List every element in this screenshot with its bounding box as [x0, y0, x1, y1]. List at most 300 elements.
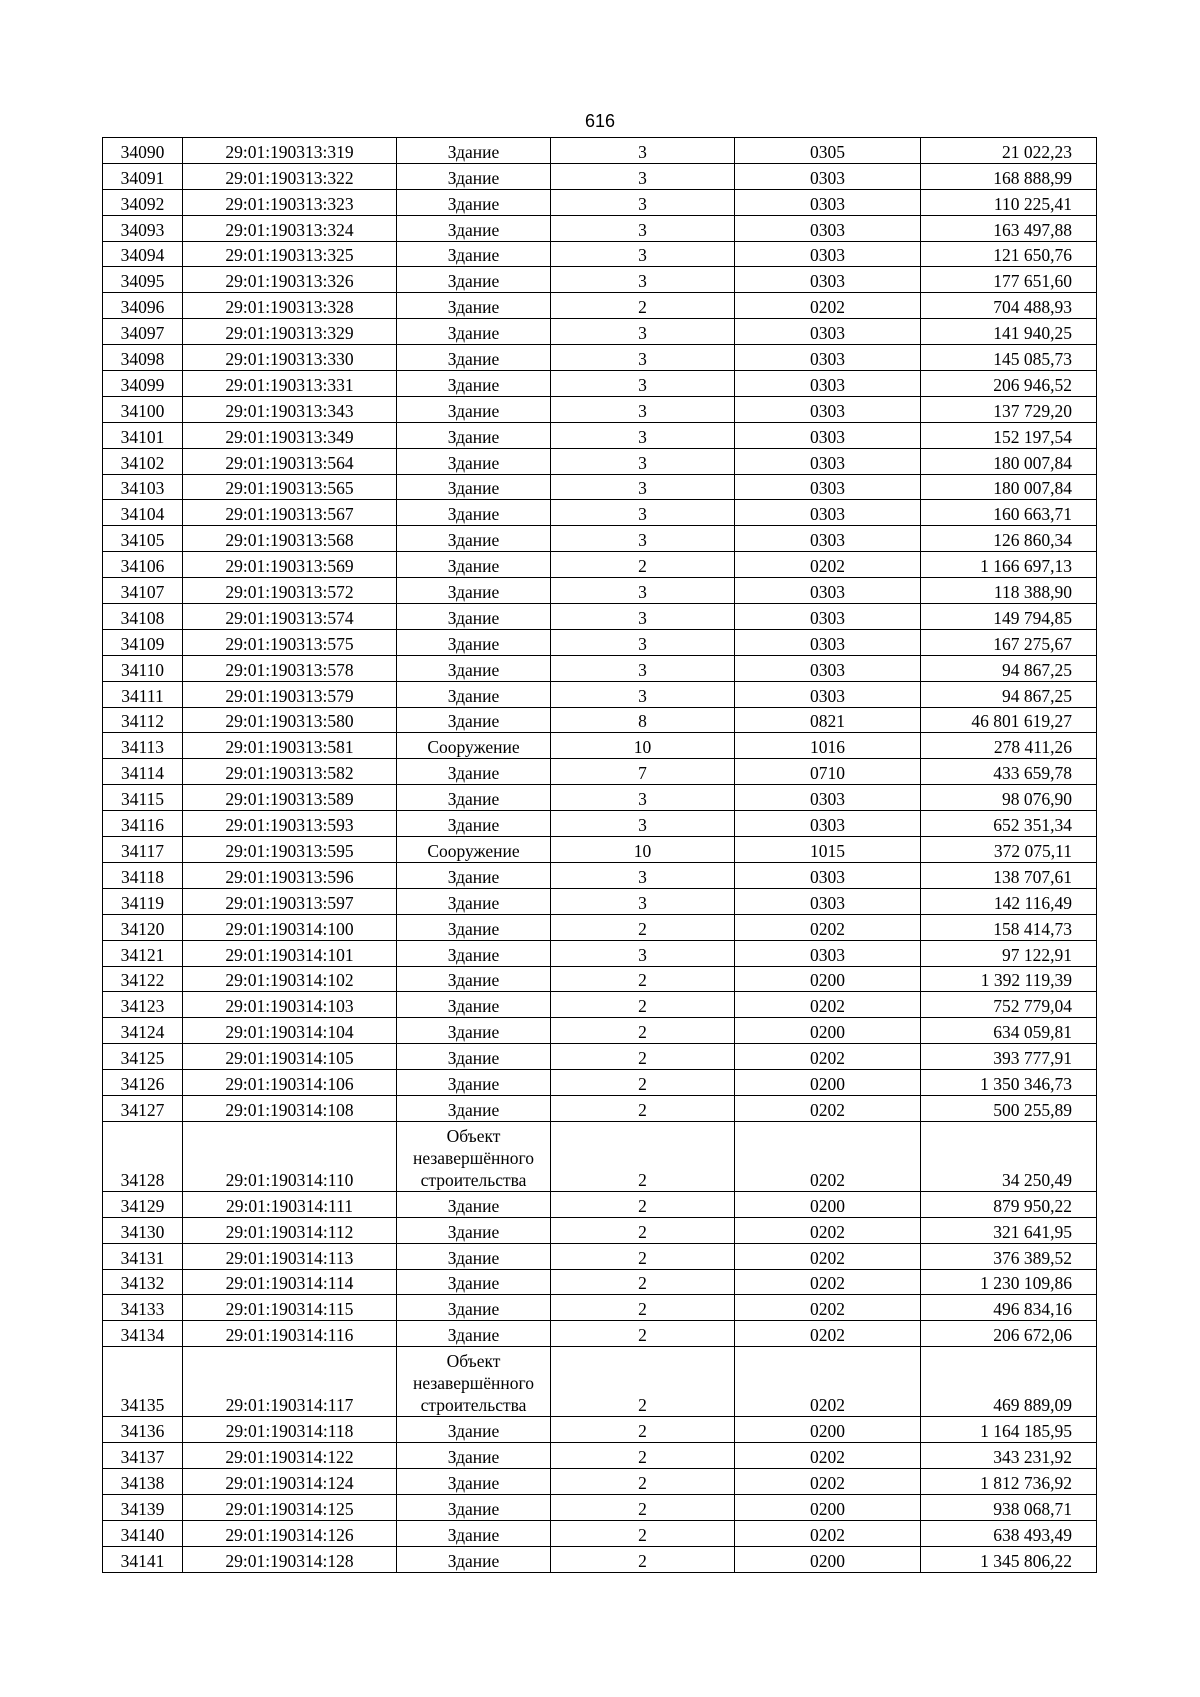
table-row [103, 1443, 1097, 1469]
cadastral-number-cell: 29:01:190313:575 [183, 629, 397, 655]
group-cell: 3 [551, 448, 735, 474]
subgroup-code-cell: 0303 [735, 681, 921, 707]
group-cell: 2 [551, 1191, 735, 1217]
group-cell: 3 [551, 241, 735, 267]
object-type-cell: Здание [397, 1018, 551, 1044]
group-cell: 2 [551, 1321, 735, 1347]
cadastral-number-cell: 29:01:190313:319 [183, 138, 397, 164]
object-type-cell: Здание [397, 1070, 551, 1096]
table-row [103, 1269, 1097, 1295]
object-type-cell: Здание [397, 992, 551, 1018]
table-row [103, 1191, 1097, 1217]
cadastral-number-cell: 29:01:190313:582 [183, 759, 397, 785]
cadastral-value-cell: 46 801 619,27 [921, 707, 1097, 733]
subgroup-code-cell: 0202 [735, 992, 921, 1018]
cadastral-number-cell: 29:01:190313:595 [183, 837, 397, 863]
cadastral-value-cell: 634 059,81 [921, 1018, 1097, 1044]
group-cell: 2 [551, 1546, 735, 1572]
cadastral-value-cell: 433 659,78 [921, 759, 1097, 785]
object-type-cell: Здание [397, 1243, 551, 1269]
group-cell: 3 [551, 163, 735, 189]
cadastral-number-cell: 29:01:190313:322 [183, 163, 397, 189]
row-number-cell: 34090 [103, 138, 183, 164]
row-number-cell: 34107 [103, 578, 183, 604]
cadastral-value-cell: 652 351,34 [921, 811, 1097, 837]
page-number: 616 [584, 111, 616, 131]
group-cell: 3 [551, 345, 735, 371]
row-number-cell: 34097 [103, 319, 183, 345]
table-row [103, 552, 1097, 578]
object-type-cell: Здание [397, 888, 551, 914]
subgroup-code-cell: 0303 [735, 448, 921, 474]
object-type-cell: Здание [397, 215, 551, 241]
table-row [103, 1468, 1097, 1494]
subgroup-code-cell: 0202 [735, 1269, 921, 1295]
group-cell: 3 [551, 371, 735, 397]
cadastral-value-cell: 94 867,25 [921, 655, 1097, 681]
object-type-cell: Здание [397, 759, 551, 785]
cadastral-number-cell: 29:01:190313:579 [183, 681, 397, 707]
table-row [103, 604, 1097, 630]
subgroup-code-cell: 0200 [735, 1546, 921, 1572]
row-number-cell: 34130 [103, 1217, 183, 1243]
table-row [103, 267, 1097, 293]
subgroup-code-cell: 0303 [735, 215, 921, 241]
table-row [103, 837, 1097, 863]
table-row [103, 1546, 1097, 1572]
object-type-cell: Здание [397, 1295, 551, 1321]
cadastral-number-cell: 29:01:190314:117 [183, 1347, 397, 1417]
cadastral-value-cell: 1 164 185,95 [921, 1417, 1097, 1443]
group-cell: 2 [551, 1494, 735, 1520]
group-cell: 3 [551, 629, 735, 655]
subgroup-code-cell: 0303 [735, 811, 921, 837]
table-row [103, 163, 1097, 189]
table-row [103, 215, 1097, 241]
subgroup-code-cell: 0821 [735, 707, 921, 733]
row-number-cell: 34128 [103, 1121, 183, 1191]
row-number-cell: 34111 [103, 681, 183, 707]
subgroup-code-cell: 0303 [735, 163, 921, 189]
row-number-cell: 34123 [103, 992, 183, 1018]
cadastral-value-cell: 278 411,26 [921, 733, 1097, 759]
cadastral-value-cell: 496 834,16 [921, 1295, 1097, 1321]
group-cell: 3 [551, 785, 735, 811]
cadastral-number-cell: 29:01:190313:331 [183, 371, 397, 397]
table-row [103, 655, 1097, 681]
table-row [103, 474, 1097, 500]
cadastral-value-cell: 1 345 806,22 [921, 1546, 1097, 1572]
subgroup-code-cell: 0303 [735, 319, 921, 345]
object-type-cell: Здание [397, 526, 551, 552]
object-type-cell: Здание [397, 319, 551, 345]
subgroup-code-cell: 0303 [735, 474, 921, 500]
row-number-cell: 34110 [103, 655, 183, 681]
cadastral-value-cell: 142 116,49 [921, 888, 1097, 914]
table-row [103, 1044, 1097, 1070]
group-cell: 3 [551, 655, 735, 681]
row-number-cell: 34140 [103, 1520, 183, 1546]
subgroup-code-cell: 0202 [735, 1044, 921, 1070]
cadastral-number-cell: 29:01:190314:114 [183, 1269, 397, 1295]
cadastral-number-cell: 29:01:190314:103 [183, 992, 397, 1018]
cadastral-value-cell: 118 388,90 [921, 578, 1097, 604]
group-cell: 2 [551, 1520, 735, 1546]
row-number-cell: 34106 [103, 552, 183, 578]
object-type-cell: Здание [397, 241, 551, 267]
cadastral-number-cell: 29:01:190313:596 [183, 862, 397, 888]
group-cell: 2 [551, 1468, 735, 1494]
group-cell: 2 [551, 1243, 735, 1269]
subgroup-code-cell: 0200 [735, 1417, 921, 1443]
row-number-cell: 34132 [103, 1269, 183, 1295]
subgroup-code-cell: 0303 [735, 345, 921, 371]
subgroup-code-cell: 0303 [735, 267, 921, 293]
subgroup-code-cell: 0200 [735, 1494, 921, 1520]
object-type-cell: Здание [397, 1191, 551, 1217]
cadastral-value-cell: 393 777,91 [921, 1044, 1097, 1070]
subgroup-code-cell: 0303 [735, 371, 921, 397]
group-cell: 2 [551, 1070, 735, 1096]
cadastral-number-cell: 29:01:190314:112 [183, 1217, 397, 1243]
group-cell: 2 [551, 1121, 735, 1191]
cadastral-value-cell: 938 068,71 [921, 1494, 1097, 1520]
subgroup-code-cell: 1015 [735, 837, 921, 863]
cadastral-value-cell: 1 812 736,92 [921, 1468, 1097, 1494]
cadastral-value-cell: 97 122,91 [921, 940, 1097, 966]
subgroup-code-cell: 0200 [735, 1191, 921, 1217]
table-row [103, 138, 1097, 164]
object-type-cell: Сооружение [397, 733, 551, 759]
cadastral-value-cell: 126 860,34 [921, 526, 1097, 552]
row-number-cell: 34109 [103, 629, 183, 655]
subgroup-code-cell: 0200 [735, 1018, 921, 1044]
subgroup-code-cell: 0303 [735, 396, 921, 422]
cadastral-number-cell: 29:01:190313:323 [183, 189, 397, 215]
subgroup-code-cell: 0303 [735, 526, 921, 552]
cadastral-number-cell: 29:01:190314:113 [183, 1243, 397, 1269]
object-type-cell: Здание [397, 1468, 551, 1494]
group-cell: 3 [551, 604, 735, 630]
object-type-cell: Здание [397, 1217, 551, 1243]
cadastral-value-cell: 879 950,22 [921, 1191, 1097, 1217]
group-cell: 3 [551, 189, 735, 215]
cadastral-value-cell: 138 707,61 [921, 862, 1097, 888]
table-row [103, 1217, 1097, 1243]
row-number-cell: 34139 [103, 1494, 183, 1520]
cadastral-number-cell: 29:01:190313:343 [183, 396, 397, 422]
group-cell: 3 [551, 526, 735, 552]
cadastral-value-cell: 206 946,52 [921, 371, 1097, 397]
object-type-cell: Здание [397, 1443, 551, 1469]
row-number-cell: 34138 [103, 1468, 183, 1494]
row-number-cell: 34136 [103, 1417, 183, 1443]
registry-table [102, 137, 1097, 1573]
cadastral-value-cell: 752 779,04 [921, 992, 1097, 1018]
group-cell: 3 [551, 138, 735, 164]
subgroup-code-cell: 0303 [735, 241, 921, 267]
row-number-cell: 34121 [103, 940, 183, 966]
object-type-cell: Здание [397, 1044, 551, 1070]
cadastral-value-cell: 141 940,25 [921, 319, 1097, 345]
cadastral-number-cell: 29:01:190313:565 [183, 474, 397, 500]
cadastral-number-cell: 29:01:190314:108 [183, 1095, 397, 1121]
table-row [103, 241, 1097, 267]
row-number-cell: 34099 [103, 371, 183, 397]
object-type-cell: Здание [397, 1417, 551, 1443]
row-number-cell: 34116 [103, 811, 183, 837]
row-number-cell: 34126 [103, 1070, 183, 1096]
row-number-cell: 34127 [103, 1095, 183, 1121]
cadastral-value-cell: 1 392 119,39 [921, 966, 1097, 992]
cadastral-number-cell: 29:01:190313:597 [183, 888, 397, 914]
table-row [103, 1520, 1097, 1546]
cadastral-value-cell: 163 497,88 [921, 215, 1097, 241]
table-row [103, 1347, 1097, 1417]
cadastral-number-cell: 29:01:190313:572 [183, 578, 397, 604]
object-type-cell: Здание [397, 629, 551, 655]
cadastral-number-cell: 29:01:190313:329 [183, 319, 397, 345]
subgroup-code-cell: 0202 [735, 1347, 921, 1417]
table-row [103, 733, 1097, 759]
cadastral-number-cell: 29:01:190314:125 [183, 1494, 397, 1520]
cadastral-value-cell: 160 663,71 [921, 500, 1097, 526]
cadastral-value-cell: 180 007,84 [921, 448, 1097, 474]
table-row [103, 1417, 1097, 1443]
cadastral-value-cell: 372 075,11 [921, 837, 1097, 863]
group-cell: 3 [551, 578, 735, 604]
object-type-cell: Здание [397, 604, 551, 630]
cadastral-number-cell: 29:01:190314:101 [183, 940, 397, 966]
cadastral-number-cell: 29:01:190314:122 [183, 1443, 397, 1469]
object-type-cell: Здание [397, 811, 551, 837]
object-type-cell: Здание [397, 371, 551, 397]
object-type-cell: Здание [397, 862, 551, 888]
subgroup-code-cell: 0202 [735, 1520, 921, 1546]
object-type-cell: Здание [397, 189, 551, 215]
subgroup-code-cell: 0202 [735, 552, 921, 578]
table-row [103, 1018, 1097, 1044]
group-cell: 3 [551, 215, 735, 241]
group-cell: 3 [551, 319, 735, 345]
table-row [103, 940, 1097, 966]
row-number-cell: 34094 [103, 241, 183, 267]
cadastral-number-cell: 29:01:190314:116 [183, 1321, 397, 1347]
row-number-cell: 34108 [103, 604, 183, 630]
cadastral-number-cell: 29:01:190314:106 [183, 1070, 397, 1096]
group-cell: 2 [551, 1417, 735, 1443]
object-type-cell: Здание [397, 966, 551, 992]
cadastral-number-cell: 29:01:190314:124 [183, 1468, 397, 1494]
subgroup-code-cell: 0202 [735, 1217, 921, 1243]
object-type-cell: Объект незавершённого строительства [397, 1121, 551, 1191]
group-cell: 2 [551, 1347, 735, 1417]
table-row [103, 189, 1097, 215]
cadastral-value-cell: 1 350 346,73 [921, 1070, 1097, 1096]
group-cell: 10 [551, 733, 735, 759]
group-cell: 3 [551, 500, 735, 526]
row-number-cell: 34115 [103, 785, 183, 811]
subgroup-code-cell: 0303 [735, 629, 921, 655]
subgroup-code-cell: 0303 [735, 862, 921, 888]
table-row [103, 888, 1097, 914]
object-type-cell: Здание [397, 345, 551, 371]
cadastral-value-cell: 321 641,95 [921, 1217, 1097, 1243]
cadastral-value-cell: 500 255,89 [921, 1095, 1097, 1121]
cadastral-number-cell: 29:01:190314:110 [183, 1121, 397, 1191]
table-row [103, 992, 1097, 1018]
object-type-cell: Здание [397, 707, 551, 733]
registry-table-body [103, 138, 1097, 1573]
table-row [103, 345, 1097, 371]
row-number-cell: 34117 [103, 837, 183, 863]
table-row [103, 1121, 1097, 1191]
object-type-cell: Здание [397, 1095, 551, 1121]
object-type-cell: Здание [397, 552, 551, 578]
cadastral-number-cell: 29:01:190313:593 [183, 811, 397, 837]
cadastral-value-cell: 94 867,25 [921, 681, 1097, 707]
cadastral-value-cell: 121 650,76 [921, 241, 1097, 267]
object-type-cell: Здание [397, 500, 551, 526]
object-type-cell: Здание [397, 1269, 551, 1295]
object-type-cell: Здание [397, 785, 551, 811]
cadastral-number-cell: 29:01:190314:118 [183, 1417, 397, 1443]
object-type-cell: Здание [397, 1520, 551, 1546]
object-type-cell: Объект незавершённого строительства [397, 1347, 551, 1417]
object-type-cell: Здание [397, 655, 551, 681]
subgroup-code-cell: 0200 [735, 1070, 921, 1096]
subgroup-code-cell: 0202 [735, 293, 921, 319]
subgroup-code-cell: 0303 [735, 888, 921, 914]
object-type-cell: Здание [397, 293, 551, 319]
row-number-cell: 34133 [103, 1295, 183, 1321]
subgroup-code-cell: 0202 [735, 1295, 921, 1321]
group-cell: 3 [551, 474, 735, 500]
group-cell: 2 [551, 992, 735, 1018]
cadastral-number-cell: 29:01:190314:104 [183, 1018, 397, 1044]
cadastral-number-cell: 29:01:190313:568 [183, 526, 397, 552]
cadastral-number-cell: 29:01:190313:564 [183, 448, 397, 474]
row-number-cell: 34101 [103, 422, 183, 448]
row-number-cell: 34091 [103, 163, 183, 189]
group-cell: 3 [551, 422, 735, 448]
group-cell: 2 [551, 966, 735, 992]
group-cell: 3 [551, 811, 735, 837]
row-number-cell: 34105 [103, 526, 183, 552]
group-cell: 3 [551, 888, 735, 914]
cadastral-number-cell: 29:01:190313:326 [183, 267, 397, 293]
cadastral-value-cell: 21 022,23 [921, 138, 1097, 164]
group-cell: 2 [551, 1269, 735, 1295]
row-number-cell: 34112 [103, 707, 183, 733]
subgroup-code-cell: 0303 [735, 500, 921, 526]
row-number-cell: 34134 [103, 1321, 183, 1347]
cadastral-number-cell: 29:01:190313:325 [183, 241, 397, 267]
object-type-cell: Здание [397, 1494, 551, 1520]
group-cell: 2 [551, 293, 735, 319]
subgroup-code-cell: 0200 [735, 966, 921, 992]
table-row [103, 1295, 1097, 1321]
group-cell: 2 [551, 552, 735, 578]
row-number-cell: 34125 [103, 1044, 183, 1070]
subgroup-code-cell: 0202 [735, 1468, 921, 1494]
row-number-cell: 34096 [103, 293, 183, 319]
row-number-cell: 34135 [103, 1347, 183, 1417]
subgroup-code-cell: 0303 [735, 785, 921, 811]
object-type-cell: Здание [397, 267, 551, 293]
cadastral-number-cell: 29:01:190314:115 [183, 1295, 397, 1321]
cadastral-number-cell: 29:01:190313:580 [183, 707, 397, 733]
table-row [103, 681, 1097, 707]
cadastral-value-cell: 180 007,84 [921, 474, 1097, 500]
row-number-cell: 34113 [103, 733, 183, 759]
row-number-cell: 34092 [103, 189, 183, 215]
row-number-cell: 34098 [103, 345, 183, 371]
cadastral-number-cell: 29:01:190313:569 [183, 552, 397, 578]
group-cell: 2 [551, 1018, 735, 1044]
table-row [103, 500, 1097, 526]
object-type-cell: Здание [397, 914, 551, 940]
cadastral-number-cell: 29:01:190313:578 [183, 655, 397, 681]
group-cell: 3 [551, 267, 735, 293]
group-cell: 2 [551, 1443, 735, 1469]
table-row [103, 526, 1097, 552]
table-row [103, 396, 1097, 422]
cadastral-value-cell: 167 275,67 [921, 629, 1097, 655]
cadastral-number-cell: 29:01:190313:324 [183, 215, 397, 241]
cadastral-value-cell: 149 794,85 [921, 604, 1097, 630]
cadastral-value-cell: 34 250,49 [921, 1121, 1097, 1191]
cadastral-number-cell: 29:01:190313:328 [183, 293, 397, 319]
subgroup-code-cell: 0305 [735, 138, 921, 164]
cadastral-number-cell: 29:01:190314:128 [183, 1546, 397, 1572]
cadastral-value-cell: 168 888,99 [921, 163, 1097, 189]
subgroup-code-cell: 0202 [735, 1121, 921, 1191]
cadastral-value-cell: 1 166 697,13 [921, 552, 1097, 578]
cadastral-number-cell: 29:01:190313:567 [183, 500, 397, 526]
subgroup-code-cell: 0710 [735, 759, 921, 785]
cadastral-value-cell: 376 389,52 [921, 1243, 1097, 1269]
object-type-cell: Здание [397, 138, 551, 164]
table-row [103, 1494, 1097, 1520]
object-type-cell: Здание [397, 448, 551, 474]
cadastral-value-cell: 469 889,09 [921, 1347, 1097, 1417]
subgroup-code-cell: 0303 [735, 578, 921, 604]
cadastral-value-cell: 152 197,54 [921, 422, 1097, 448]
row-number-cell: 34103 [103, 474, 183, 500]
row-number-cell: 34120 [103, 914, 183, 940]
cadastral-value-cell: 206 672,06 [921, 1321, 1097, 1347]
table-row [103, 422, 1097, 448]
cadastral-number-cell: 29:01:190313:589 [183, 785, 397, 811]
table-row [103, 862, 1097, 888]
row-number-cell: 34124 [103, 1018, 183, 1044]
cadastral-value-cell: 704 488,93 [921, 293, 1097, 319]
row-number-cell: 34093 [103, 215, 183, 241]
table-row [103, 1243, 1097, 1269]
table-row [103, 811, 1097, 837]
row-number-cell: 34131 [103, 1243, 183, 1269]
object-type-cell: Здание [397, 940, 551, 966]
group-cell: 8 [551, 707, 735, 733]
cadastral-value-cell: 158 414,73 [921, 914, 1097, 940]
group-cell: 7 [551, 759, 735, 785]
table-row [103, 1321, 1097, 1347]
object-type-cell: Здание [397, 474, 551, 500]
table-row [103, 629, 1097, 655]
row-number-cell: 34095 [103, 267, 183, 293]
cadastral-number-cell: 29:01:190314:111 [183, 1191, 397, 1217]
